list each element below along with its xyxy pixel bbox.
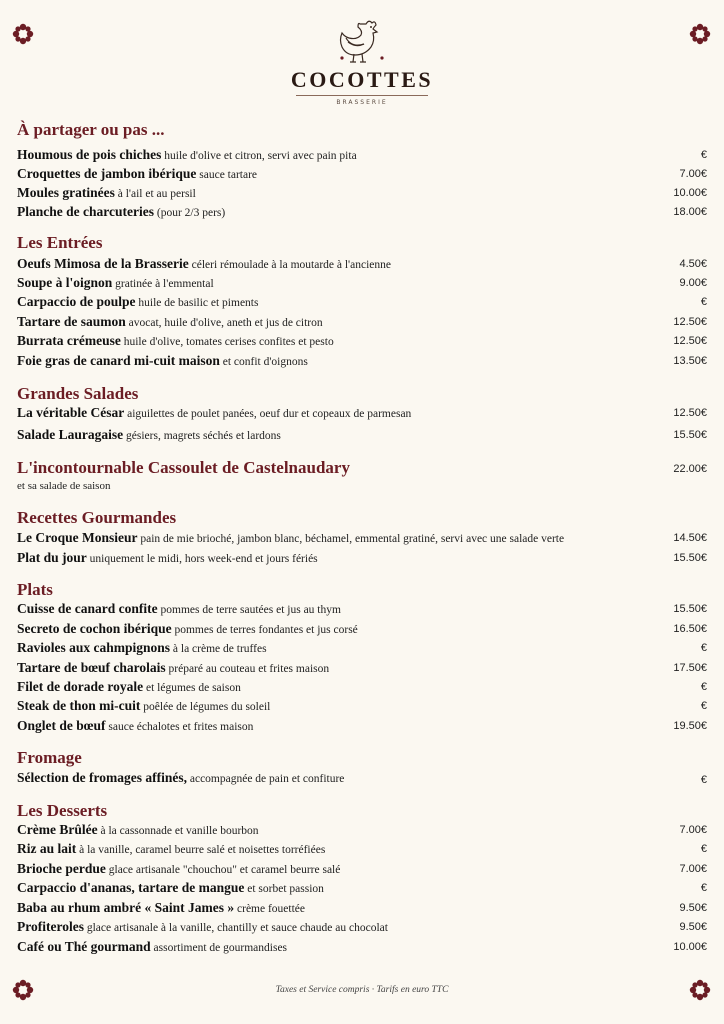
item-desc: (pour 2/3 pers) (153, 207, 226, 219)
item-name: Tartare de saumon (17, 314, 126, 329)
item-name: Foie gras de canard mi-cuit maison (17, 353, 220, 368)
item-price: 14.50€ (673, 532, 707, 544)
item-desc: à la crème de truffes (170, 643, 267, 655)
item-price: 4.50€ (679, 258, 707, 270)
item-price: € (700, 149, 707, 161)
item-price: 15.50€ (673, 429, 707, 441)
item-name: Brioche perdue (17, 861, 106, 876)
cassoulet-price-row (17, 460, 707, 478)
item-price: € (700, 642, 707, 654)
item-price: 16.50€ (673, 623, 707, 635)
item-price: 10.00€ (673, 187, 707, 199)
item-desc: à la vanille, caramel beurre salé et noisettes torréfiées (76, 844, 326, 856)
menu-item (17, 352, 707, 370)
item-desc: crème fouettée (234, 903, 306, 915)
menu-item (17, 549, 707, 567)
section-title-recettes-gourmandes: Recettes Gourmandes (17, 508, 177, 527)
section-title-fromage: Fromage (17, 748, 82, 767)
section-title-cassoulet: L'incontournable Cassoulet de Castelnaudary (17, 458, 350, 477)
item-name: Soupe à l'oignon (17, 275, 113, 290)
item-price: 13.50€ (673, 355, 707, 367)
menu-item (17, 821, 707, 839)
item-desc: pommes de terres fondantes et jus corsé (171, 624, 358, 636)
menu-item (17, 697, 707, 715)
item-desc: et sorbet passion (244, 883, 324, 895)
section-title-desserts: Les Desserts (17, 801, 108, 820)
item-price: 7.00€ (679, 824, 707, 836)
item-name: Filet de dorade royale (17, 679, 144, 694)
footer-note: Taxes et Service compris · Tarifs en euro TTC (275, 985, 449, 995)
menu-item (17, 313, 707, 331)
item-price: 18.00€ (673, 206, 707, 218)
item-price: 22.00€ (673, 463, 707, 475)
item-desc: pommes de terre sautées et jus au thym (157, 604, 341, 616)
item-desc: huile d'olive et citron, servi avec pain pita (161, 150, 357, 162)
section-title-grandes-salades: Grandes Salades (17, 384, 139, 403)
item-price: 7.00€ (679, 863, 707, 875)
brand-divider (296, 95, 428, 96)
brand-subtitle: BRASSERIE (336, 99, 388, 106)
item-price: 10.00€ (673, 941, 707, 953)
menu-item (17, 899, 707, 917)
menu-item (17, 529, 707, 547)
menu-item (17, 165, 707, 183)
item-name: Oeufs Mimosa de la Brasserie (17, 256, 189, 271)
brand-name: COCOTTES (290, 67, 434, 92)
item-name: Houmous de pois chiches (17, 147, 162, 162)
section-title-entrees: Les Entrées (17, 233, 103, 252)
menu-item (17, 184, 707, 202)
item-price: € (700, 296, 707, 308)
menu-item (17, 404, 707, 422)
menu-item (17, 332, 707, 350)
item-price: 12.50€ (673, 407, 707, 419)
item-price: € (700, 700, 707, 712)
item-price: 9.00€ (679, 277, 707, 289)
menu-item (17, 918, 707, 936)
cassoulet-subtitle: et sa salade de saison (17, 480, 111, 492)
item-desc: céleri rémoulade à la moutarde à l'ancienne (188, 259, 391, 271)
item-desc: glace artisanale à la vanille, chantilly et sauce chaude au chocolat (83, 922, 388, 934)
item-price: 15.50€ (673, 552, 707, 564)
item-desc: à l'ail et au persil (114, 188, 196, 200)
item-price: € (700, 774, 707, 786)
menu-item (17, 255, 707, 273)
menu-item (17, 879, 707, 897)
item-desc: huile d'olive, tomates cerises confites et pesto (120, 336, 334, 348)
menu-item (17, 860, 707, 878)
item-price: 19.50€ (673, 720, 707, 732)
item-name: Croquettes de jambon ibérique (17, 166, 197, 181)
item-name: Café ou Thé gourmand (17, 939, 151, 954)
menu-item (17, 769, 707, 787)
item-price: 7.00€ (679, 168, 707, 180)
item-desc: avocat, huile d'olive, aneth et jus de citron (125, 317, 323, 329)
item-name: Ravioles aux cahmpignons (17, 640, 171, 655)
item-name: Plat du jour (17, 550, 87, 565)
section-title-a-partager: À partager ou pas ... (17, 120, 165, 139)
menu-item (17, 203, 707, 221)
item-name: Carpaccio de poulpe (17, 294, 136, 309)
item-name: Burrata crémeuse (17, 333, 121, 348)
item-price: € (700, 882, 707, 894)
item-name: Baba au rhum ambré « Saint James » (17, 900, 235, 915)
item-price: € (700, 681, 707, 693)
item-name: Crème Brûlée (17, 822, 98, 837)
item-desc: et légumes de saison (143, 682, 241, 694)
item-desc: gésiers, magrets séchés et lardons (123, 430, 281, 442)
item-name: Planche de charcuteries (17, 204, 154, 219)
menu-item (17, 717, 707, 735)
item-desc: glace artisanale "chouchou" et caramel beurre salé (105, 864, 341, 876)
menu-item (17, 274, 707, 292)
item-desc: à la cassonnade et vanille bourbon (97, 825, 259, 837)
item-price: 9.50€ (679, 902, 707, 914)
item-desc: gratinée à l'emmental (112, 278, 214, 290)
item-desc: accompagnée de pain et confiture (186, 773, 345, 785)
item-desc: uniquement le midi, hors week-end et jours fériés (86, 553, 318, 565)
hen-logo-icon (334, 18, 390, 68)
item-price: 12.50€ (673, 335, 707, 347)
menu-item (17, 426, 707, 444)
item-desc: aiguilettes de poulet panées, oeuf dur et copeaux de parmesan (124, 408, 412, 420)
item-name: Tartare de bœuf charolais (17, 660, 166, 675)
corner-flower-ornament-icon (689, 23, 711, 45)
item-desc: huile de basilic et piments (135, 297, 259, 309)
item-price: 17.50€ (673, 662, 707, 674)
item-desc: sauce tartare (196, 169, 258, 181)
item-name: Cuisse de canard confite (17, 601, 158, 616)
item-price: 15.50€ (673, 603, 707, 615)
item-name: Profiteroles (17, 919, 84, 934)
item-desc: assortiment de gourmandises (150, 942, 288, 954)
corner-flower-ornament-icon (12, 23, 34, 45)
item-desc: poêlée de légumes du soleil (140, 701, 271, 713)
item-name: La véritable César (17, 405, 125, 420)
item-desc: préparé au couteau et frites maison (165, 663, 330, 675)
menu-item (17, 146, 707, 164)
item-desc: et confit d'oignons (219, 356, 308, 368)
menu-item (17, 938, 707, 956)
section-title-plats: Plats (17, 580, 53, 599)
menu-item (17, 293, 707, 311)
menu-item (17, 840, 707, 858)
item-desc: pain de mie brioché, jambon blanc, béchamel, emmental gratiné, servi avec une salade verte (137, 533, 565, 545)
item-name: Salade Lauragaise (17, 427, 124, 442)
item-price: 12.50€ (673, 316, 707, 328)
item-name: Secreto de cochon ibérique (17, 621, 172, 636)
menu-item (17, 678, 707, 696)
item-name: Riz au lait (17, 841, 77, 856)
menu-item (17, 600, 707, 618)
item-name: Steak de thon mi-cuit (17, 698, 141, 713)
item-name: Carpaccio d'ananas, tartare de mangue (17, 880, 245, 895)
item-name: Moules gratinées (17, 185, 115, 200)
brand-logo (290, 18, 434, 114)
menu-item (17, 659, 707, 677)
item-price: € (700, 843, 707, 855)
menu-item (17, 620, 707, 638)
item-name: Onglet de bœuf (17, 718, 106, 733)
item-name: Sélection de fromages affinés, (17, 770, 187, 785)
item-desc: sauce échalotes et frites maison (105, 721, 254, 733)
item-name: Le Croque Monsieur (17, 530, 138, 545)
item-price: 9.50€ (679, 921, 707, 933)
menu-item (17, 639, 707, 657)
